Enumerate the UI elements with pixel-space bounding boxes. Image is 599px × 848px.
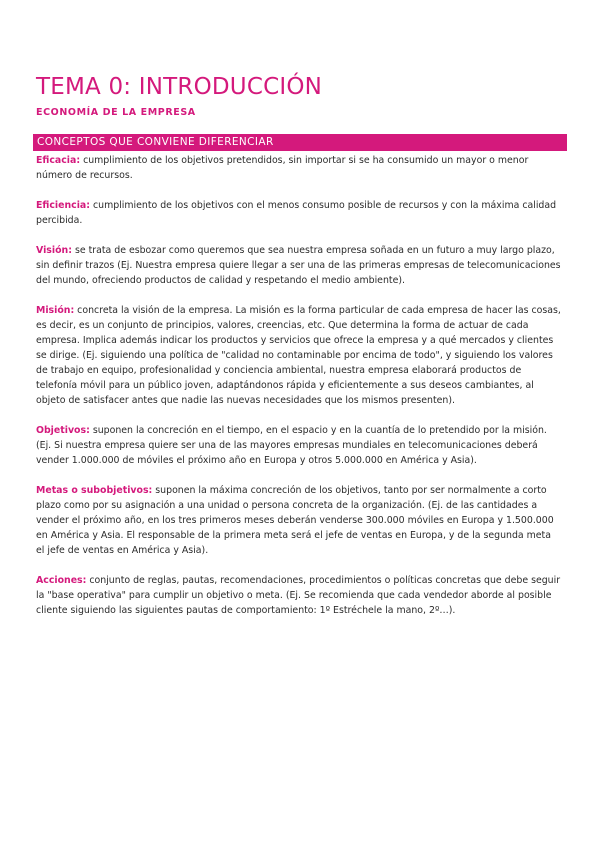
section-title: CONCEPTOS QUE CONVIENE DIFERENCIAR [37, 136, 274, 148]
definition-objetivos [36, 423, 562, 468]
definition-term: Eficiencia: [36, 200, 91, 211]
section-header-bar [33, 134, 567, 151]
definition-text: suponen la máxima concreción de los objetivos, tanto por ser normalmente a corto plazo como por su asignación a una unidad o persona concreta de la organización. (Ej. de las cantidades a vender el próximo año, en los tres primeros meses deberán venderse 300.000 móviles en Europa y 1.500.000 en América y Asia. El responsable de la primera meta será el jefe de ventas en Europa, y de la segunda meta el jefe de ventas en América y Asia). [36, 485, 554, 556]
definition-text: conjunto de reglas, pautas, recomendaciones, procedimientos o políticas concretas que debe seguir la "base operativa" para cumplir un objetivo o meta. (Ej. Se recomienda que cada vendedor aborde al posible cliente siguiendo las siguientes pautas de comportamiento: 1º Estréchele la mano, 2º…). [36, 575, 561, 616]
definition-term: Objetivos: [36, 425, 90, 436]
page-title: TEMA 0: INTRODUCCIÓN [36, 74, 323, 100]
definition-text: suponen la concreción en el tiempo, en el espacio y en la cuantía de lo pretendido por la misión. (Ej. Si nuestra empresa quiere ser una de las mayores empresas mundiales en telecomunicaciones deberá vender 1.000.000 de móviles el próximo año en Europa y otros 5.000.000 en América y Asia). [36, 425, 547, 466]
definition-vision [36, 243, 562, 288]
definition-eficiencia [36, 198, 562, 228]
definition-text: cumplimiento de los objetivos pretendidos, sin importar si se ha consumido un mayor o menor número de recursos. [36, 155, 529, 181]
definition-metas [36, 483, 562, 558]
definition-term: Eficacia: [36, 155, 81, 166]
definition-term: Acciones: [36, 575, 87, 586]
definition-text: cumplimiento de los objetivos con el menos consumo posible de recursos y con la máxima calidad percibida. [36, 200, 557, 226]
definition-eficacia [36, 153, 562, 183]
definition-mision [36, 303, 562, 408]
page-subtitle: ECONOMÍA DE LA EMPRESA [36, 107, 196, 118]
definition-text: se trata de esbozar como queremos que sea nuestra empresa soñada en un futuro a muy largo plazo, sin definir trazos (Ej. Nuestra empresa quiere llegar a ser una de las primeras empresas de telecomunicaciones del mundo, ofreciendo productos de calidad y respetando el medio ambiente). [36, 245, 561, 286]
definition-term: Visión: [36, 245, 72, 256]
definition-text: concreta la visión de la empresa. La misión es la forma particular de cada empresa de hacer las cosas, es decir, es un conjunto de principios, valores, creencias, etc. Que determina la forma de actuar de cada empresa. Implica además indicar los productos y servicios que ofrece la empresa y a qué mercados y clientes se dirige. (Ej. siguiendo una política de "calidad no contaminable por encima de todo", y siguiendo los valores de trabajo en equipo, profesionalidad y conciencia ambiental, nuestra empresa elaborará productos de telefonía móvil para un público joven, adaptándonos rápida y eficientemente a sus deseos cambiantes, al objeto de satisfacer antes que nadie las nuevas necesidades que los mismos presenten). [36, 305, 561, 406]
definition-term: Misión: [36, 305, 75, 316]
definition-term: Metas o subobjetivos: [36, 485, 153, 496]
definitions-list [36, 153, 562, 633]
definition-acciones [36, 573, 562, 618]
